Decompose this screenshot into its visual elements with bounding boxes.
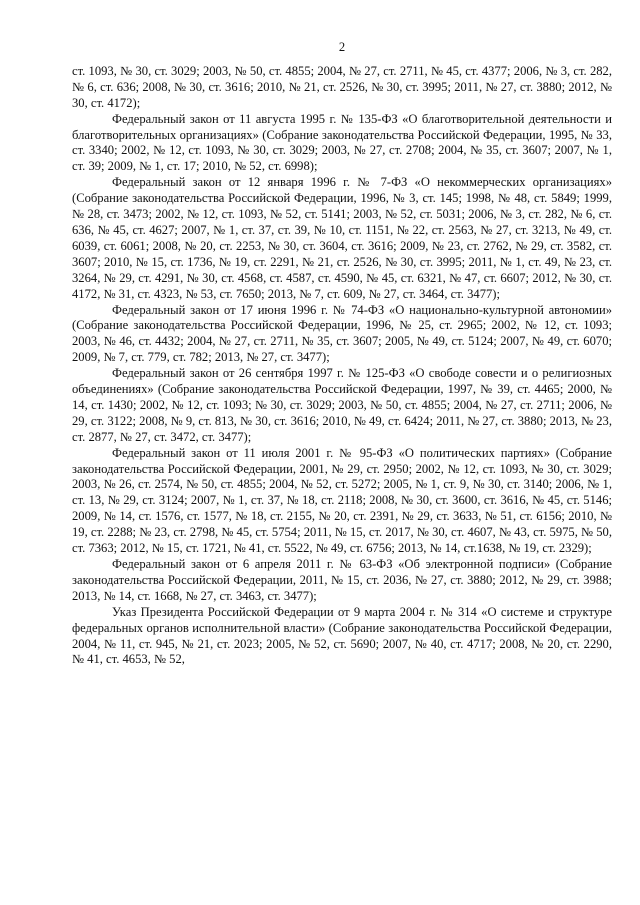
paragraph-law-63fz: Федеральный закон от 6 апреля 2011 г. № 63-ФЗ «Об электронной подписи» (Собрание законодательства Российской Федерации, 2011, № 15, ст. 2036, № 27, ст. 3880; 2012, № 29, ст. 3988; 2013, № 14, ст. 1668, № 27, ст. 3463, ст. 3477); [72, 557, 612, 603]
paragraph-continuation: ст. 1093, № 30, ст. 3029; 2003, № 50, ст. 4855; 2004, № 27, ст. 2711, № 45, ст. 4377; 2006, № 3, ст. 282, № 6, ст. 636; 2008, № 30, ст. 3616; 2010, № 21, ст. 2526, № 30, ст. 3995; 2011, № 27, ст. 3880; 2012, № 30, ст. 4172); [72, 63, 612, 110]
paragraph-law-125fz: Федеральный закон от 26 сентября 1997 г. № 125-ФЗ «О свободе совести и о религиозных объединениях» (Собрание законодательства Российской Федерации, 1997, № 39, ст. 4465; 2000, № 14, ст. 1430; 2002, № 12, ст. 1093; № 30, ст. 3029; 2003, № 50, ст. 4855; 2004, № 27, ст. 2711; 2006, № 29, ст. 3122; 2008, № 9, ст. 813, № 30, ст. 3616; 2010, № 49, ст. 6424; 2011, № 27, ст. 3880; 2013, № 23, ст. 2877, № 27, ст. 3472, ст. 3477); [72, 366, 612, 444]
paragraph-law-7fz: Федеральный закон от 12 января 1996 г. № 7-ФЗ «О некоммерческих организациях» (Собрание законодательства Российской Федерации, 1996, № 3, ст. 145; 1998, № 48, ст. 5849; 1999, № 28, ст. 3473; 2002, № 12, ст. 1093, № 52, ст. 5141; 2003, № 52, ст. 5031; 2006, № 3, ст. 282, № 6, ст. 636, № 45, ст. 4627; 2007, № 1, ст. 37, ст. 39, № 10, ст. 1151, № 22, ст. 2563, № 27, ст. 3213, № 49, ст. 6039, ст. 6061; 2008, № 20, ст. 2253, № 30, ст. 3604, ст. 3616; 2009, № 23, ст. 2762, № 29, ст. 3582, ст. 3607; 2010, № 15, ст. 1736, № 19, ст. 2291, № 21, ст. 2526, № 30, ст. 3995; 2011, № 1, ст. 49, № 23, ст. 3264, № 29, ст. 4291, № 30, ст. 4568, ст. 4587, ст. 4590, № 45, ст. 6321, № 47, ст. 6607; 2012, № 30, ст. 4172, № 31, ст. 4323, № 53, ст. 7650; 2013, № 7, ст. 609, № 27, ст. 3464, ст. 3477); [72, 175, 612, 301]
document-page [72, 40, 612, 668]
paragraph-law-95fz: Федеральный закон от 11 июля 2001 г. № 95-ФЗ «О политических партиях» (Собрание законодательства Российской Федерации, 2001, № 29, ст. 2950; 2002, № 12, ст. 1093, № 30, ст. 3029; 2003, № 26, ст. 2574, № 50, ст. 4855; 2004, № 52, ст. 5272; 2005, № 1, ст. 9, № 30, ст. 3140; 2006, № 1, ст. 13, № 29, ст. 3124; 2007, № 1, ст. 37, № 18, ст. 2118; 2008, № 30, ст. 3600, ст. 3616, № 45, ст. 5146; 2009, № 14, ст. 1576, ст. 1577, № 18, ст. 2155, № 20, ст. 2391, № 29, ст. 3633, № 51, ст. 6156; 2010, № 19, ст. 2288; № 23, ст. 2798, № 45, ст. 5754; 2011, № 15, ст. 2017, № 30, ст. 4607, № 43, ст. 5975, № 50, ст. 7363; 2012, № 15, ст. 1721, № 41, ст. 5522, № 49, ст. 6756; 2013, № 14, ст.1638, № 19, ст. 2329); [72, 445, 612, 556]
paragraph-decree-314: Указ Президента Российской Федерации от 9 марта 2004 г. № 314 «О системе и структуре федеральных органов исполнительной власти» (Собрание законодательства Российской Федерации, 2004, № 11, ст. 945, № 21, ст. 2023; 2005, № 52, ст. 5690; 2007, № 40, ст. 4717; 2008, № 20, ст. 2290, № 41, ст. 4653, № 52, [72, 604, 612, 667]
page-number: 2 [338, 40, 346, 54]
paragraph-law-135fz: Федеральный закон от 11 августа 1995 г. № 135-ФЗ «О благотворительной деятельности и благотворительных организациях» (Собрание законодательства Российской Федерации, 1995, № 33, ст. 3340; 2002, № 12, ст. 1093, № 30, ст. 3029; 2003, № 27, ст. 2708; 2004, № 35, ст. 3607; 2007, № 1, ст. 39; 2009, № 1, ст. 17; 2010, № 52, ст. 6998); [72, 111, 612, 174]
paragraph-law-74fz: Федеральный закон от 17 июня 1996 г. № 74-ФЗ «О национально-культурной автономии» (Собрание законодательства Российской Федерации, 1996, № 25, ст. 2965; 2002, № 12, ст. 1093; 2003, № 46, ст. 4432; 2004, № 27, ст. 2711, № 35, ст. 3607; 2005, № 49, ст. 5124; 2007, № 49, ст. 6070; 2009, № 7, ст. 779, ст. 782; 2013, № 27, ст. 3477); [72, 302, 612, 365]
